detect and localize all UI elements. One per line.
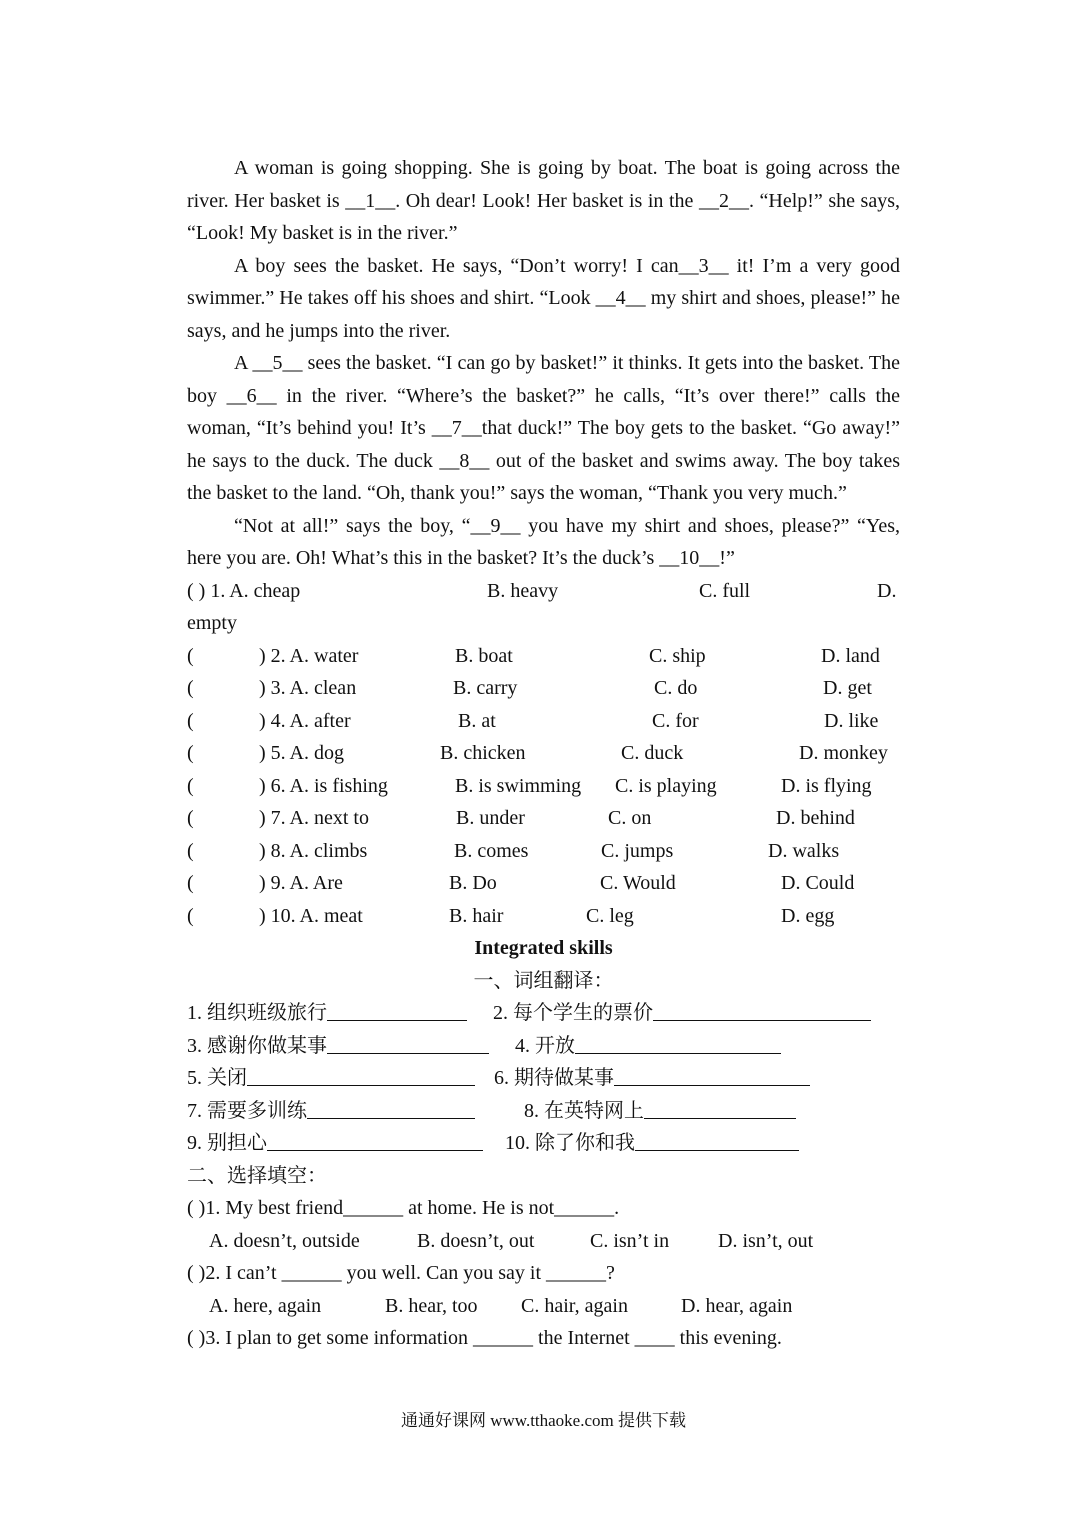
passage-paragraph-3: A __5__ sees the basket. “I can go by basket!” it thinks. It gets into the basket. The boy __6__ in the river. “Where’s the basket?” he calls, “It’s over there!” calls the woman, “It’s behind you! It’s __7__that duck!” The boy gets to the basket. “Go away!” he says to the duck. The duck __8__ out of the basket and swims away. The boy takes the basket to the land. “Oh, thank you!” says the woman, “Thank you very much.”	[187, 352, 900, 504]
answer-paren: (	[187, 709, 194, 732]
cloze-option-b: B. under	[456, 807, 525, 829]
translation-item: 8. 在英特网上	[524, 1095, 796, 1128]
cloze-question	[187, 900, 900, 933]
answer-paren: (	[187, 677, 194, 699]
cloze-question	[187, 867, 900, 900]
cloze-option-a: ) 4. A. after	[259, 709, 351, 732]
translation-item: 1. 组织班级旅行	[187, 997, 467, 1030]
cloze-option-a: ) 2. A. water	[259, 644, 359, 667]
cloze-q1-option-d: D.	[877, 579, 897, 602]
cloze-option-c: C. Would	[600, 872, 676, 894]
cloze-option-c: C. duck	[621, 742, 684, 764]
answer-paren: (	[187, 904, 194, 927]
cloze-option-d: D. get	[823, 677, 872, 699]
mc-question-2-options	[187, 1290, 900, 1323]
answer-blank[interactable]	[307, 1098, 475, 1119]
cloze-q1-option-b: B. heavy	[487, 579, 559, 602]
translation-row	[187, 1127, 900, 1160]
cloze-question	[187, 737, 900, 770]
mc-option-a: A. here, again	[209, 1294, 322, 1317]
part2-heading: 二、选择填空：	[187, 1164, 327, 1187]
passage-paragraph-2: A boy sees the basket. He says, “Don’t worry! I can__3__ it! I’m a very good swimmer.” He takes off his shoes and shirt. “Look __4__ my shirt and shoes, please!” he says, and he jumps into the river.	[187, 254, 900, 342]
cloze-question	[187, 835, 900, 868]
mc-question-1-options	[187, 1225, 900, 1258]
cloze-option-d: D. land	[821, 644, 880, 667]
cloze-question	[187, 802, 900, 835]
translation-item: 7. 需要多训练	[187, 1095, 475, 1128]
cloze-option-d: D. walks	[768, 839, 840, 862]
answer-blank[interactable]	[327, 1033, 489, 1054]
cloze-option-a: ) 10. A. meat	[259, 904, 363, 927]
answer-blank[interactable]	[635, 1130, 799, 1151]
cloze-option-b: B. is swimming	[455, 774, 582, 797]
cloze-question-1	[187, 575, 900, 608]
translation-item: 2. 每个学生的票价	[493, 997, 871, 1030]
cloze-question	[187, 705, 900, 738]
answer-blank[interactable]	[575, 1033, 781, 1054]
answer-blank[interactable]	[653, 1000, 871, 1021]
mc-question-2: ( )2. I can’t ______ you well. Can you say it ______?	[187, 1262, 615, 1284]
mc-option-b: B. doesn’t, out	[417, 1229, 535, 1252]
mc-option-b: B. hear, too	[385, 1294, 478, 1317]
cloze-option-c: C. do	[654, 677, 698, 699]
answer-paren: (	[187, 872, 194, 894]
cloze-option-b: B. at	[458, 709, 496, 732]
answer-paren: (	[187, 774, 194, 797]
cloze-question	[187, 640, 900, 673]
answer-blank[interactable]	[644, 1098, 796, 1119]
mc-option-a: A. doesn’t, outside	[209, 1229, 360, 1252]
answer-blank[interactable]	[614, 1065, 810, 1086]
mc-option-c: C. hair, again	[521, 1294, 628, 1317]
cloze-option-d: D. egg	[781, 904, 835, 927]
cloze-option-c: C. for	[652, 709, 699, 732]
cloze-option-a: ) 6. A. is fishing	[259, 774, 388, 797]
translation-row	[187, 997, 900, 1030]
cloze-option-a: ) 5. A. dog	[259, 742, 344, 764]
cloze-option-b: B. carry	[453, 677, 518, 699]
translation-item: 3. 感谢你做某事	[187, 1030, 489, 1063]
mc-option-d: D. isn’t, out	[718, 1229, 814, 1252]
answer-blank[interactable]	[247, 1065, 475, 1086]
cloze-option-a: ) 3. A. clean	[259, 677, 357, 699]
cloze-q1-option-d-text: empty	[187, 612, 237, 634]
cloze-option-d: D. monkey	[799, 742, 888, 764]
answer-blank[interactable]	[267, 1130, 483, 1151]
mc-question-1: ( )1. My best friend______ at home. He is not______.	[187, 1197, 620, 1219]
translation-item: 5. 关闭	[187, 1062, 475, 1095]
cloze-q1-option-c: C. full	[699, 579, 751, 602]
answer-paren: (	[187, 742, 194, 764]
page-footer: 通通好课网 www.tthaoke.com 提供下载	[400, 1411, 687, 1430]
cloze-option-d: D. like	[824, 709, 879, 732]
passage-paragraph-4: “Not at all!” says the boy, “__9__ you have my shirt and shoes, please?” “Yes, here you are. Oh! What’s this in the basket? It’s the duck’s __10__!”	[187, 514, 900, 569]
passage-paragraph-1: A woman is going shopping. She is going by boat. The boat is going across the river. Her basket is __1__. Oh dear! Look! Her basket is in the __2__. “Help!” she says, “Look! My basket is in the river.”	[187, 157, 900, 244]
cloze-option-c: C. on	[608, 807, 652, 829]
cloze-option-b: B. comes	[454, 839, 529, 862]
cloze-option-b: B. chicken	[440, 742, 526, 764]
cloze-option-c: C. jumps	[601, 839, 674, 862]
cloze-option-d: D. Could	[781, 872, 855, 894]
mc-option-c: C. isn’t in	[590, 1229, 670, 1252]
part1-heading: 一、词组翻译：	[473, 969, 614, 992]
translation-item: 4. 开放	[515, 1030, 781, 1063]
cloze-option-a: ) 8. A. climbs	[259, 839, 368, 862]
cloze-question-1-continued	[187, 607, 900, 640]
cloze-question	[187, 672, 900, 705]
cloze-option-d: D. is flying	[781, 774, 872, 797]
translation-item: 10. 除了你和我	[505, 1127, 799, 1160]
cloze-option-d: D. behind	[776, 807, 855, 829]
cloze-option-b: B. hair	[449, 904, 504, 927]
section-title: Integrated skills	[474, 937, 613, 959]
answer-blank[interactable]	[327, 1000, 467, 1021]
answer-paren: (	[187, 839, 194, 862]
answer-paren: (	[187, 807, 194, 829]
cloze-option-b: B. boat	[455, 644, 513, 667]
cloze-option-c: C. leg	[586, 904, 634, 927]
translation-item: 6. 期待做某事	[494, 1062, 810, 1095]
cloze-question	[187, 770, 900, 803]
answer-paren: (	[187, 644, 194, 667]
mc-option-d: D. hear, again	[681, 1294, 793, 1317]
cloze-option-b: B. Do	[449, 872, 497, 894]
cloze-option-a: ) 9. A. Are	[259, 872, 343, 894]
translation-row	[187, 1030, 900, 1063]
translation-row	[187, 1095, 900, 1128]
cloze-option-c: C. ship	[649, 644, 706, 667]
mc-question-3: ( )3. I plan to get some information ______ the Internet ____ this evening.	[187, 1327, 782, 1349]
cloze-q1-stem: ( ) 1. A. cheap	[187, 579, 301, 602]
cloze-option-c: C. is playing	[615, 774, 717, 797]
translation-item: 9. 别担心	[187, 1127, 483, 1160]
worksheet-page	[187, 152, 900, 1355]
translation-row	[187, 1062, 900, 1095]
cloze-option-a: ) 7. A. next to	[259, 807, 369, 829]
